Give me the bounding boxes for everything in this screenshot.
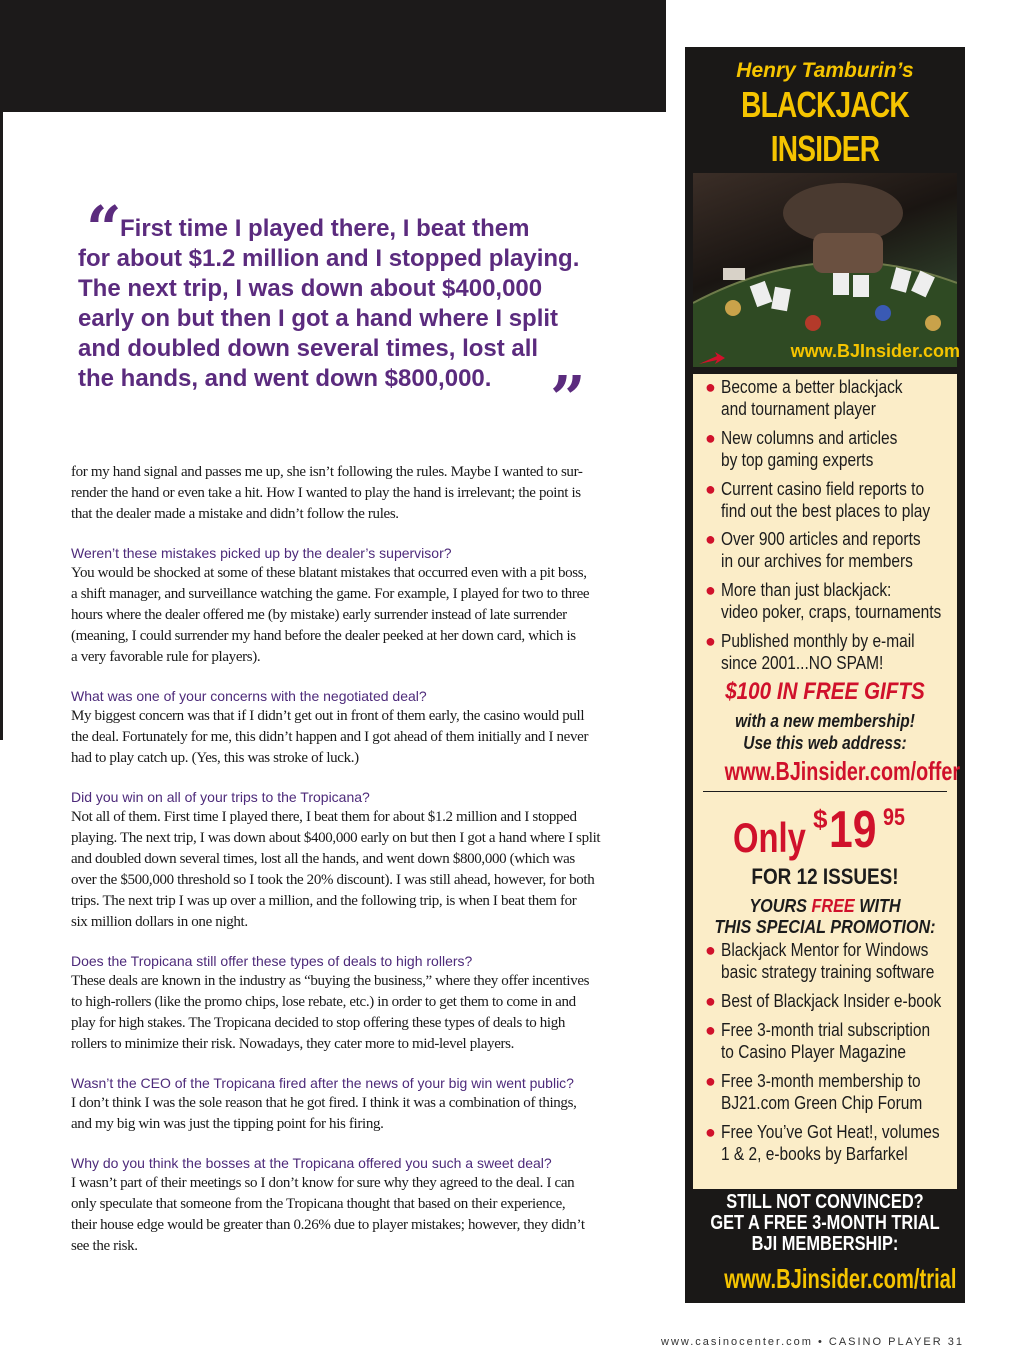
- benefit-item: ● Become a better blackjack and tournament player: [705, 377, 903, 419]
- body-line: play for high stakes. The Tropicana decided to stop offering these types of deals to high: [71, 1015, 566, 1031]
- question-heading: Why do you think the bosses at the Tropicana offered you such a sweet deal?: [71, 1155, 552, 1171]
- pull-quote-line: early on but then I got a hand where I split: [78, 305, 559, 332]
- divider: [703, 791, 947, 792]
- price-cents: 95: [883, 804, 905, 831]
- ad-website-link[interactable]: www.BJInsider.com: [790, 341, 960, 361]
- close-quote-mark: ”: [550, 362, 586, 435]
- answer-paragraph: [71, 1093, 627, 1135]
- ad-benefits-panel: [693, 374, 961, 1189]
- body-line: that the dealer made a mistake and didn’t follow the rules.: [71, 506, 399, 522]
- pull-quote-line: for about $1.2 million and I stopped playing.: [78, 245, 580, 272]
- left-margin-rule: [0, 112, 3, 740]
- issues-label: FOR 12 ISSUES!: [751, 864, 899, 889]
- body-line: their house edge would be greater than 0.26% due to player mistakes; however, they didn’t: [71, 1217, 585, 1233]
- bullet-icon: ●: [705, 631, 716, 651]
- benefit-item: ● Over 900 articles and reports in our archives for members: [705, 529, 921, 571]
- price-dollar-sign: $: [813, 804, 828, 834]
- body-line: I wasn’t part of their meetings so I don’t know for sure why they agreed to the deal. I can: [71, 1175, 575, 1191]
- open-quote-mark: “: [86, 192, 122, 265]
- bullet-icon: ●: [705, 428, 716, 448]
- body-line: hours where the dealer offered me (by mistake) early surrender instead of late surrender: [71, 607, 567, 623]
- benefit-item: ● New columns and articles by top gaming experts: [705, 428, 898, 470]
- extra-item: ● Blackjack Mentor for Windows basic strategy training software: [705, 940, 935, 982]
- promotion-label: YOURS FREE WITH THIS SPECIAL PROMOTION:: [714, 896, 936, 937]
- bullet-icon: ●: [705, 479, 716, 499]
- body-line: I don’t think I was the sole reason that he got fired. I think it was a combination of things,: [71, 1095, 577, 1111]
- trial-headline: STILL NOT CONVINCED? GET A FREE 3-MONTH TRIAL BJI MEMBERSHIP:: [710, 1191, 940, 1255]
- bullet-icon: ●: [705, 1122, 716, 1142]
- question-heading: Wasn’t the CEO of the Tropicana fired after the news of your big win went public?: [71, 1075, 574, 1091]
- pull-quote-line: First time I played there, I beat them: [120, 215, 530, 242]
- extra-item: ● Free 3-month membership to BJ21.com Green Chip Forum: [705, 1071, 923, 1113]
- body-line: only speculate that someone from the Tropicana thought that based on their experience,: [71, 1196, 566, 1212]
- header-black-bar: [0, 0, 666, 112]
- body-line: and doubled down several times, lost all the hands, and went down $800,000 (which was: [71, 851, 575, 867]
- ad-author: Henry Tamburin’s: [736, 59, 914, 82]
- trial-link[interactable]: www.BJinsider.com/trial: [724, 1263, 957, 1294]
- body-line: over the $500,000 threshold so I took the 20% discount). I was still ahead, however, for both: [71, 872, 595, 888]
- body-line: had to play catch up. (Yes, this was stroke of luck.): [71, 750, 359, 766]
- body-line: playing. The next trip, I was down about $400,000 early on but then I got a hand where I split: [71, 830, 601, 846]
- answer-paragraph: [71, 706, 627, 769]
- question-heading: Did you win on all of your trips to the Tropicana?: [71, 789, 370, 805]
- bullet-icon: ●: [705, 580, 716, 600]
- question-heading: Does the Tropicana still offer these types of deals to high rollers?: [71, 953, 473, 969]
- bullet-icon: ●: [705, 940, 716, 960]
- body-line: Not all of them. First time I played there, I beat them for about $1.2 million and I stopped: [71, 809, 577, 825]
- extra-item: ● Best of Blackjack Insider e-book: [705, 991, 942, 1011]
- pull-quote-line: the hands, and went down $800,000.: [78, 365, 492, 392]
- question-heading: What was one of your concerns with the negotiated deal?: [71, 688, 427, 704]
- answer-paragraph: [71, 563, 627, 668]
- price-only-label: Only: [733, 814, 806, 861]
- body-line: a very favorable rule for players).: [71, 649, 261, 665]
- body-line: six million dollars in one night.: [71, 914, 248, 930]
- body-line: the deal. Fortunately for me, this didn’t happen and I got ahead of them initially and I never: [71, 729, 589, 745]
- article-body: [71, 462, 627, 1257]
- bullet-icon: ●: [705, 1020, 716, 1040]
- extra-item: ● Free You’ve Got Heat!, volumes 1 & 2, e-books by Barfarkel: [705, 1122, 940, 1164]
- bullet-icon: ●: [705, 377, 716, 397]
- body-line: see the risk.: [71, 1238, 138, 1254]
- bullet-icon: ●: [705, 1071, 716, 1091]
- blackjack-table-photo: [693, 173, 957, 367]
- pull-quote-line: The next trip, I was down about $400,000: [78, 275, 543, 302]
- body-line: a shift manager, and surveillance watching the game. For example, I played for two to three: [71, 586, 590, 602]
- answer-paragraph: [71, 1173, 627, 1257]
- ad-title-line: BLACKJACK INSIDER: [741, 84, 909, 169]
- offer-link[interactable]: www.BJinsider.com/offer: [724, 756, 961, 786]
- body-line: trips. The next trip I was up over a million, and the following trip, is when I beat them for: [71, 893, 577, 909]
- benefit-item: ● Current casino field reports to find out the best places to play: [705, 479, 931, 521]
- body-line: to high-rollers (like the promo chips, lose rebate, etc.) in order to get them to come in and: [71, 994, 576, 1010]
- body-line: My biggest concern was that if I didn’t get out in front of them early, the casino would pull: [71, 708, 585, 724]
- pull-quote: [78, 214, 618, 394]
- body-line: rollers to minimize their risk. Nowadays, they cater more to mid-level players.: [71, 1036, 515, 1052]
- page-footer: www.casinocenter.com • CASINO PLAYER 31: [661, 1336, 964, 1348]
- body-line: (meaning, I could surrender my hand before the dealer peeked at her down card, which is: [71, 628, 576, 644]
- body-line: for my hand signal and passes me up, she isn’t following the rules. Maybe I wanted to sur-: [71, 464, 583, 480]
- answer-paragraph: [71, 807, 627, 933]
- body-line: You would be shocked at some of these blatant mistakes that occurred even with a pit boss,: [71, 565, 587, 581]
- bullet-icon: ●: [705, 529, 716, 549]
- pull-quote-line: and doubled down several times, lost all: [78, 335, 539, 362]
- body-line: and my big win was just the tipping point for his firing.: [71, 1116, 384, 1132]
- benefit-item: ● More than just blackjack: video poker, craps, tournaments: [705, 580, 942, 622]
- gift-headline: $100 IN FREE GIFTS: [725, 678, 925, 705]
- question-heading: Weren’t these mistakes picked up by the dealer’s supervisor?: [71, 545, 452, 561]
- benefit-item: ● Published monthly by e-mail since 2001...NO SPAM!: [705, 631, 915, 673]
- blackjack-table-illustration: [693, 173, 957, 367]
- price-whole: 19: [829, 801, 877, 859]
- newsletter-advertisement: [685, 47, 965, 1303]
- bullet-icon: ●: [705, 991, 716, 1011]
- extra-item: ● Free 3-month trial subscription to Casino Player Magazine: [705, 1020, 931, 1062]
- body-line: These deals are known in the industry as “buying the business,” where they offer incentives: [71, 973, 590, 989]
- body-line: render the hand or even take a hit. How I wanted to play the hand is irrelevant; the point is: [71, 485, 581, 501]
- intro-paragraph: [71, 462, 627, 525]
- answer-paragraph: [71, 971, 627, 1055]
- gift-subtitle: with a new membership! Use this web address:: [735, 711, 915, 753]
